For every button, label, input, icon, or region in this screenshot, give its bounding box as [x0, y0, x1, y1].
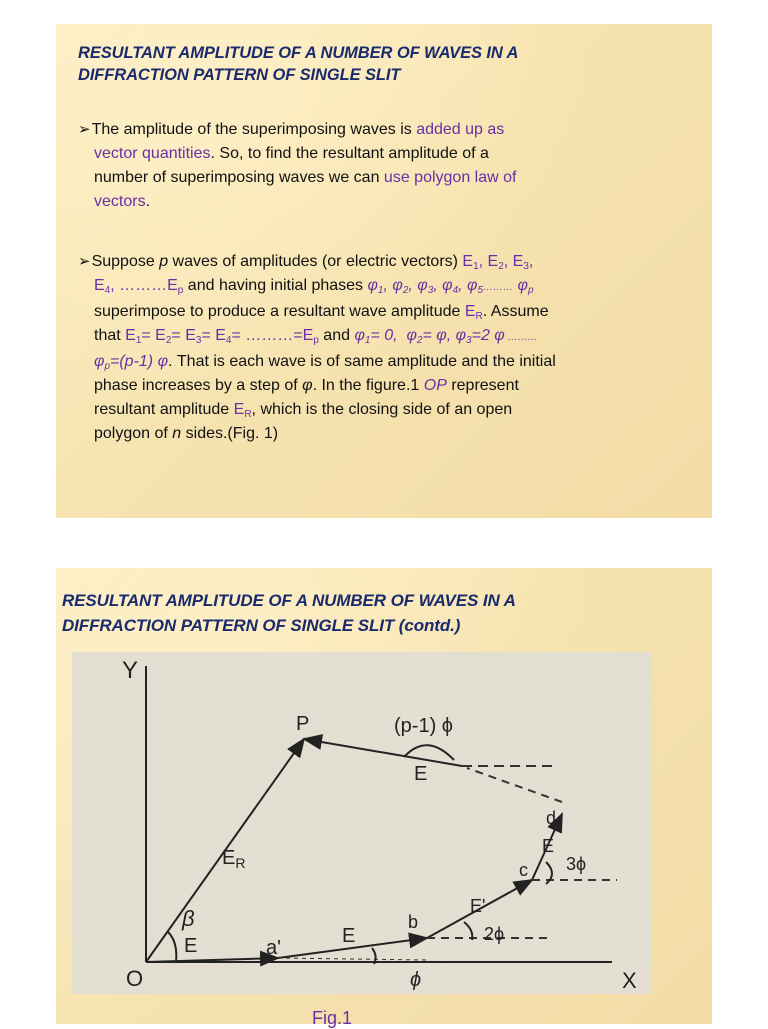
eq: =(p-1) φ: [110, 353, 169, 370]
sym-phi: φ: [467, 277, 478, 294]
sym-e: E: [167, 277, 178, 294]
sub: 4: [452, 285, 459, 296]
label-a-prime: a': [266, 937, 281, 959]
sub: 3: [466, 335, 472, 346]
para2-line-8: [78, 422, 656, 446]
sub: p: [527, 285, 534, 296]
para1-line-2: [78, 142, 656, 166]
sym-phi: φ: [392, 277, 403, 294]
sep: ,: [110, 277, 120, 294]
label-x: X: [622, 968, 637, 993]
eq: =2 φ: [471, 327, 505, 344]
label-d: d: [546, 808, 557, 828]
paragraph-superposition: [78, 250, 656, 446]
para2-line-3: [78, 300, 656, 324]
para2-line-6: [78, 374, 656, 398]
sym-e: E: [125, 327, 136, 344]
label-e-top: E: [414, 763, 428, 785]
sub: 1: [473, 261, 479, 272]
text: phase increases by a step of: [94, 377, 303, 394]
text: polygon of: [94, 425, 173, 442]
sym-e: E: [302, 327, 314, 344]
vector-polygon-diagram: [72, 652, 652, 994]
highlight-text: use polygon law of: [383, 169, 517, 186]
sym-e: E: [155, 327, 166, 344]
sym-phi: φ: [417, 277, 428, 294]
title-line-1: RESULTANT AMPLITUDE OF A NUMBER OF WAVES IN A: [62, 591, 516, 610]
sym-e: E: [215, 327, 226, 344]
sym-e: E: [94, 277, 105, 294]
sym-e: E: [512, 253, 524, 270]
sym-e: E: [185, 327, 196, 344]
sub: 2: [165, 335, 172, 346]
sep: ,: [503, 253, 513, 270]
sym-phi: φ: [517, 277, 528, 294]
sym-phi: φ: [94, 353, 105, 370]
title-line-1: RESULTANT AMPLITUDE OF A NUMBER OF WAVES IN A: [78, 44, 519, 62]
para1-line-4: [78, 190, 656, 214]
sub: 2: [498, 261, 504, 272]
para2-line-7: [78, 398, 656, 422]
sep: ,: [478, 253, 488, 270]
var-p: p: [159, 253, 169, 270]
op-label: OP: [423, 377, 447, 394]
label-o: O: [126, 966, 144, 991]
text: . So, to find the resultant amplitude of a: [210, 145, 489, 162]
sym-e: E: [487, 253, 499, 270]
sub: 4: [225, 335, 232, 346]
sym-phi: φ: [406, 327, 417, 344]
text: and: [318, 327, 355, 344]
sub: 1: [377, 285, 384, 296]
sub: 2: [416, 335, 423, 346]
sub: 4: [104, 285, 111, 296]
text: , which is the closing side of an open: [251, 401, 513, 418]
title-line-2: DIFFRACTION PATTERN OF SINGLE SLIT (contd.): [62, 616, 461, 635]
para1-line-1: [78, 118, 656, 142]
figure-caption: Fig.1: [312, 1008, 353, 1028]
eq: = φ,: [422, 327, 452, 344]
eq: =: [201, 327, 216, 344]
text: Suppose: [91, 253, 160, 270]
sym-phi: φ: [302, 377, 313, 394]
para2-line-5: [78, 350, 656, 374]
text: waves of amplitudes (or electric vectors): [168, 253, 463, 270]
eq: =: [141, 327, 156, 344]
label-er-sub: R: [235, 855, 246, 871]
text: number of superimposing waves we can: [94, 169, 384, 186]
label-p: P: [296, 713, 310, 735]
highlight-text: vectors: [94, 193, 146, 210]
sym-e: E: [462, 253, 474, 270]
text: resultant amplitude: [94, 401, 234, 418]
sub: R: [475, 311, 483, 322]
text: and having initial phases: [183, 277, 368, 294]
para1-line-3: [78, 166, 656, 190]
label-beta: β: [182, 906, 195, 931]
slide-2: [56, 568, 712, 1028]
para2-line-1: ➢Suppose p waves of amplitudes (or electric vectors) $E_1$, $E_2$, $E_3$,: [78, 253, 534, 272]
polygon-figure: [72, 652, 652, 994]
label-e-right: E: [542, 836, 555, 856]
sym-phi: φ: [455, 327, 467, 344]
sub: p: [313, 335, 319, 346]
label-2phi: 2ϕ: [484, 924, 505, 944]
eq: = 0,: [370, 327, 398, 344]
label-angle-p: (p-1) ϕ: [394, 715, 453, 737]
label-e-first: E: [184, 935, 198, 957]
eq-dots: = ………=: [231, 327, 303, 344]
label-e-prime: E': [470, 896, 486, 916]
dots: ………: [119, 277, 168, 294]
sym-e: E: [233, 401, 245, 418]
label-e-mid: E: [342, 925, 356, 947]
slide-1: [56, 24, 712, 518]
slide-2-title: [62, 588, 692, 638]
text: that: [94, 327, 126, 344]
label-3phi: 3ϕ: [566, 854, 587, 874]
highlight-text: added up as: [416, 121, 505, 138]
var-n: n: [172, 425, 182, 442]
text: represent: [446, 377, 519, 394]
title-line-2: DIFFRACTION PATTERN OF SINGLE SLIT: [78, 66, 401, 84]
label-er-main: E: [222, 847, 236, 869]
sym-e: E: [464, 303, 476, 320]
sym-phi: φ: [367, 277, 378, 294]
sub: R: [244, 409, 252, 420]
sub: 1: [364, 335, 371, 346]
eq: =: [171, 327, 186, 344]
sep: ,: [408, 277, 418, 294]
text: .: [145, 193, 151, 210]
label-y: Y: [122, 657, 139, 684]
sub: 3: [195, 335, 202, 346]
text: superimpose to produce a resultant wave amplitude: [94, 303, 465, 320]
text: . In the figure.1: [312, 377, 424, 394]
label-phi: ϕ: [410, 969, 422, 991]
sub: 3: [523, 261, 529, 272]
para2-line-2: [78, 274, 656, 300]
sub: p: [177, 285, 184, 296]
sep: ,: [433, 277, 443, 294]
text: . That is each wave is of same amplitude and the initial: [168, 353, 556, 370]
bullet-icon: ➢: [78, 253, 91, 270]
sep: ,: [458, 277, 468, 294]
highlight-text: vector quantities: [94, 145, 211, 162]
sub: 2: [402, 285, 409, 296]
paragraph-vector-addition: [78, 118, 656, 214]
label-b: b: [408, 912, 419, 932]
sep: ,: [383, 277, 393, 294]
dots: ………: [504, 332, 538, 343]
sym-phi: φ: [354, 327, 365, 344]
sub: p: [104, 361, 110, 372]
slide-1-title: [78, 42, 692, 86]
sub: 5: [477, 285, 484, 296]
dots: ………: [483, 282, 514, 293]
para2-line-4: [78, 324, 656, 350]
sub: 3: [427, 285, 434, 296]
text: . Assume: [482, 303, 549, 320]
text: The amplitude of the superimposing waves is: [91, 121, 417, 138]
label-c: c: [519, 860, 528, 880]
text: sides.(Fig. 1): [181, 425, 279, 442]
sub: 1: [135, 335, 142, 346]
bullet-icon: ➢: [78, 121, 91, 138]
sym-phi: φ: [442, 277, 453, 294]
